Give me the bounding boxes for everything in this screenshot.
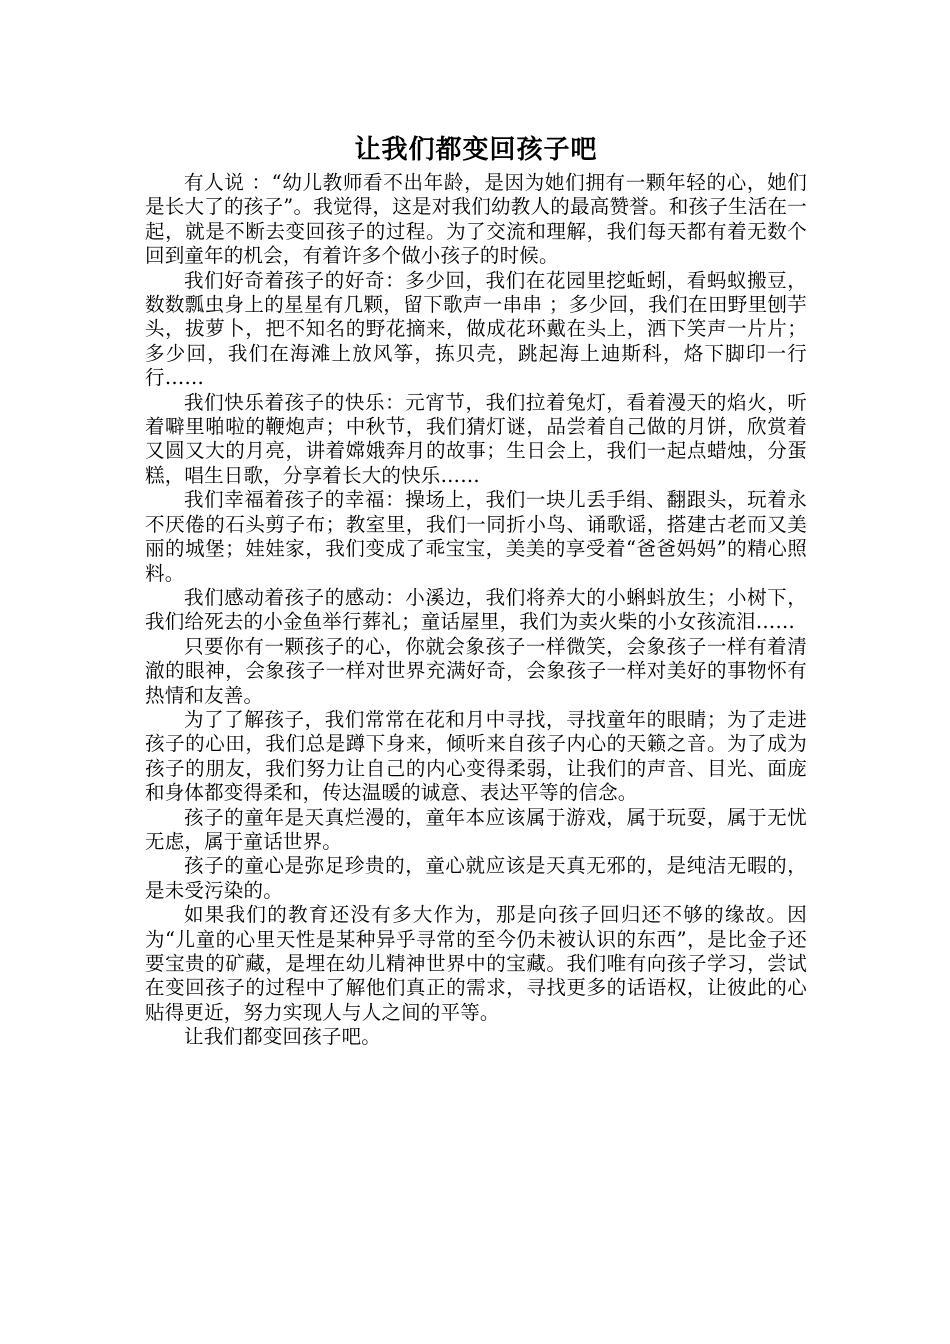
document-page (145, 128, 807, 1050)
paragraph-9: 孩子的童心是弥足珍贵的，童心就应该是天真无邪的，是纯洁无暇的，是未受污染的。 (145, 854, 807, 902)
paragraph-11: 让我们都变回孩子吧。 (184, 1025, 382, 1049)
paragraph-2: 我们好奇着孩子的好奇：多少回，我们在花园里挖蚯蚓，看蚂蚁搬豆，数数瓢虫身上的星星有几颗，留下歌声一串串 ；多少回，我们在田野里刨芋头，拔萝卜，把不知名的野花摘来，做成花环戴在头上，洒下笑声一片片；多少回，我们在海滩上放风筝，拣贝壳，跳起海上迪斯科，烙下脚印一行行…… (145, 268, 807, 390)
paragraph-7: 为了了解孩子，我们常常在花和月中寻找，寻找童年的眼睛；为了走进孩子的心田，我们总是蹲下身来，倾听来自孩子内心的天籁之音。为了成为孩子的朋友，我们努力让自己的内心变得柔弱，让我们的声音、目光、面庞和身体都变得柔和，传达温暖的诚意、表达平等的信念。 (145, 707, 807, 805)
paragraph-1: 有人说 ：“幼儿教师看不出年龄，是因为她们拥有一颗年轻的心，她们是长大了的孩子”。我觉得，这是对我们幼教人的最高赞誉。和孩子生活在一起，就是不断去变回孩子的过程。为了交流和理解，我们每天都有着无数个回到童年的机会，有着许多个做小孩子的时候。 (145, 171, 807, 268)
paragraph-6: 只要你有一颗孩子的心，你就会象孩子一样微笑，会象孩子一样有着清澈的眼神，会象孩子一样对世界充满好奇，会象孩子一样对美好的事物怀有热情和友善。 (145, 634, 807, 707)
paragraph-5: 我们感动着孩子的感动：小溪边，我们将养大的小蝌蚪放生；小树下，我们给死去的小金鱼举行葬礼；童话屋里，我们为卖火柴的小女孩流泪…… (145, 585, 807, 634)
paragraph-10: 如果我们的教育还没有多大作为，那是向孩子回归还不够的缘故。因为“儿童的心里天性是某种异乎寻常的至今仍未被认识的东西”，是比金子还要宝贵的矿藏，是埋在幼儿精神世界中的宝藏。我们唯有向孩子学习，尝试在变回孩子的过程中了解他们真正的需求，寻找更多的话语权，让彼此的心贴得更近，努力实现人与人之间的平等。 (145, 903, 807, 1024)
document-title: 让我们都变回孩子吧 (354, 135, 598, 165)
paragraph-3: 我们快乐着孩子的快乐：元宵节，我们拉着兔灯，看着漫天的焰火，听着噼里啪啦的鞭炮声；中秋节，我们猜灯谜，品尝着自己做的月饼，欣赏着又圆又大的月亮，讲着嫦娥奔月的故事；生日会上，我们一起点蜡烛，分蛋糕，唱生日歌，分享着长大的快乐…… (145, 390, 807, 487)
paragraph-8: 孩子的童年是天真烂漫的，童年本应该属于游戏，属于玩耍，属于无忧无虑，属于童话世界。 (145, 805, 807, 853)
paragraph-4: 我们幸福着孩子的幸福：操场上，我们一块儿丢手绢、翻跟头，玩着永不厌倦的石头剪子布；教室里，我们一同折小鸟、诵歌谣，搭建古老而又美丽的城堡；娃娃家，我们变成了乖宝宝，美美的享受着“爸爸妈妈”的精心照料。 (145, 488, 807, 585)
